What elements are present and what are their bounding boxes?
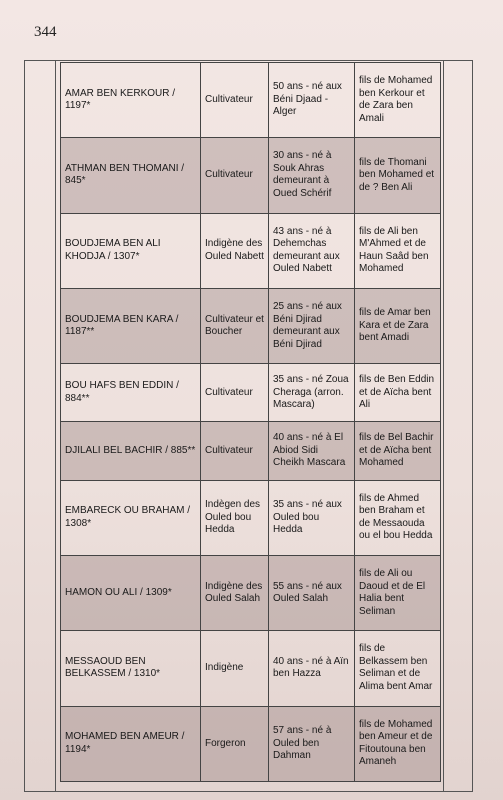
frame-left-rule (55, 61, 56, 791)
table-row (61, 63, 441, 138)
table-row (61, 364, 441, 422)
occupation-cell: Indigène des Ouled Nabett (201, 213, 269, 288)
name-cell: ATHMAN BEN THOMANI / 845* (61, 138, 201, 213)
frame-right-rule (443, 61, 444, 791)
age-origin-cell: 57 ans - né à Ouled ben Dahman (269, 706, 355, 781)
occupation-cell: Indègen des Ouled bou Hedda (201, 480, 269, 555)
age-origin-cell: 30 ans - né à Souk Ahras demeurant à Oued Schérif (269, 138, 355, 213)
page-number: 344 (34, 24, 57, 40)
age-origin-cell: 35 ans - né Zoua Cheraga (arron. Mascara) (269, 364, 355, 422)
name-cell: BOU HAFS BEN EDDIN / 884** (61, 364, 201, 422)
records-table (60, 62, 441, 782)
occupation-cell: Cultivateur (201, 138, 269, 213)
age-origin-cell: 40 ans - né à El Abiod Sidi Cheikh Mascara (269, 422, 355, 480)
parents-cell: fils de Ali ou Daoud et de El Halia bent Seliman (355, 555, 441, 630)
parents-cell: fils de Mohamed ben Ameur et de Fitoutouna ben Amaneh (355, 706, 441, 781)
table-row (61, 213, 441, 288)
occupation-cell: Cultivateur (201, 364, 269, 422)
table-row (61, 631, 441, 706)
occupation-cell: Forgeron (201, 706, 269, 781)
occupation-cell: Cultivateur et Boucher (201, 288, 269, 363)
occupation-cell: Cultivateur (201, 422, 269, 480)
parents-cell: fils de Bel Bachir et de Aïcha bent Mohamed (355, 422, 441, 480)
age-origin-cell: 43 ans - né à Dehemchas demeurant aux Ouled Nabett (269, 213, 355, 288)
occupation-cell: Cultivateur (201, 63, 269, 138)
age-origin-cell: 35 ans - né aux Ouled bou Hedda (269, 480, 355, 555)
name-cell: BOUDJEMA BEN KARA / 1187** (61, 288, 201, 363)
table-row (61, 706, 441, 781)
name-cell: DJILALI BEL BACHIR / 885** (61, 422, 201, 480)
parents-cell: fils de Ben Eddin et de Aïcha bent Ali (355, 364, 441, 422)
table-row (61, 555, 441, 630)
table-row (61, 288, 441, 363)
name-cell: MESSAOUD BEN BELKASSEM / 1310* (61, 631, 201, 706)
name-cell: HAMON OU ALI / 1309* (61, 555, 201, 630)
table-row (61, 422, 441, 480)
parents-cell: fils de Thomani ben Mohamed et de ? Ben Ali (355, 138, 441, 213)
name-cell: BOUDJEMA BEN ALI KHODJA / 1307* (61, 213, 201, 288)
age-origin-cell: 50 ans - né aux Béni Djaad - Alger (269, 63, 355, 138)
parents-cell: fils de Ahmed ben Braham et de Messaouda ou el bou Hedda (355, 480, 441, 555)
parents-cell: fils de Amar ben Kara et de Zara bent Amadi (355, 288, 441, 363)
occupation-cell: Indigène (201, 631, 269, 706)
table-row (61, 138, 441, 213)
table-row (61, 480, 441, 555)
parents-cell: fils de Belkassem ben Seliman et de Alima bent Amar (355, 631, 441, 706)
parents-cell: fils de Mohamed ben Kerkour et de Zara ben Amali (355, 63, 441, 138)
age-origin-cell: 55 ans - né aux Ouled Salah (269, 555, 355, 630)
occupation-cell: Indigène des Ouled Salah (201, 555, 269, 630)
name-cell: AMAR BEN KERKOUR / 1197* (61, 63, 201, 138)
age-origin-cell: 25 ans - né aux Béni Djirad demeurant aux Béni Djirad (269, 288, 355, 363)
age-origin-cell: 40 ans - né à Aïn ben Hazza (269, 631, 355, 706)
name-cell: EMBARECK OU BRAHAM / 1308* (61, 480, 201, 555)
parents-cell: fils de Ali ben M'Ahmed et de Haun Saâd ben Mohamed (355, 213, 441, 288)
name-cell: MOHAMED BEN AMEUR / 1194* (61, 706, 201, 781)
